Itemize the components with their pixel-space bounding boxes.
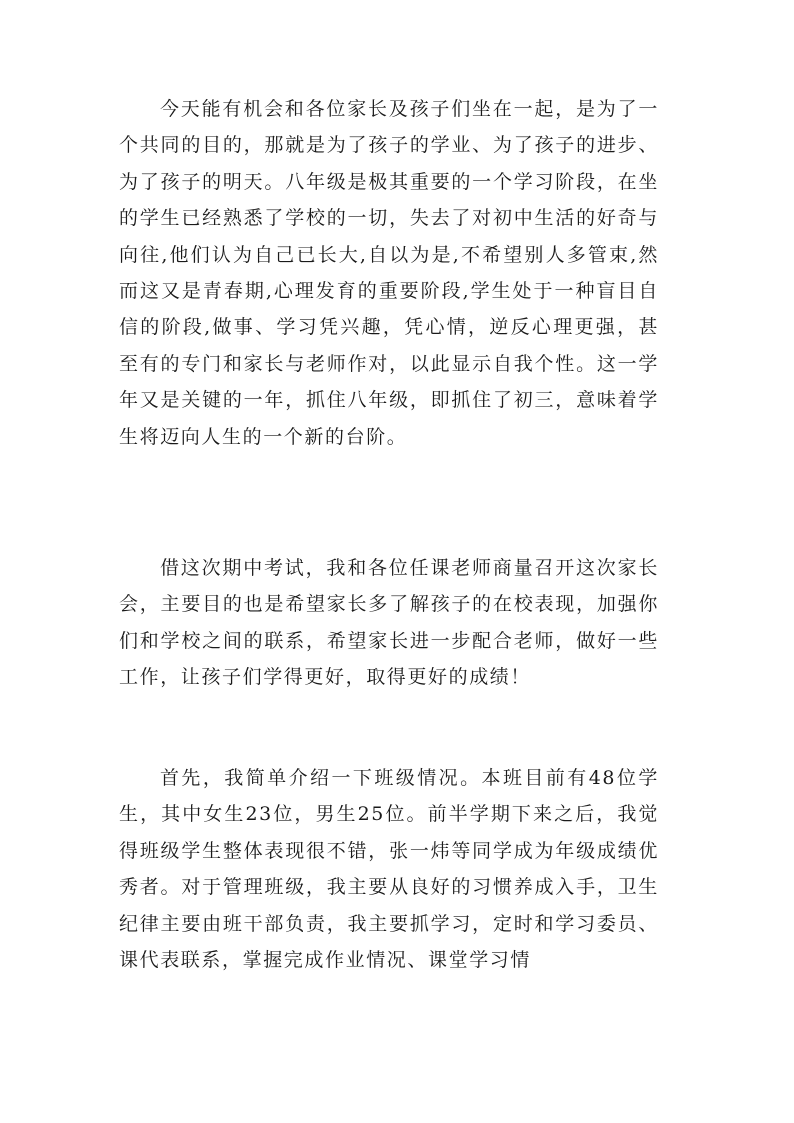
paragraph-class-overview: 首先，我简单介绍一下班级情况。本班目前有48位学生，其中女生23位，男生25位。前半学期下来之后，我觉得班级学生整体表现很不错，张一炜等同学成为年级成绩优秀者。对于管理班级，我主要从良好的习惯养成入手，卫生纪律主要由班干部负责，我主要抓学习，定时和学习委员、课代表联系，掌握完成作业情况、课堂学习情	[119, 767, 659, 972]
paragraph-purpose: 借这次期中考试，我和各位任课老师商量召开这次家长会，主要目的也是希望家长多了解孩子的在校表现，加强你们和学校之间的联系，希望家长进一步配合老师，做好一些工作，让孩子们学得更好，取得更好的成绩！	[119, 557, 659, 689]
paragraph-opening: 今天能有机会和各位家长及孩子们坐在一起，是为了一个共同的目的，那就是为了孩子的学业、为了孩子的进步、为了孩子的明天。八年级是极其重要的一个学习阶段，在坐的学生已经熟悉了学校的一切，失去了对初中生活的好奇与向往,他们认为自己已长大,自以为是,不希望别人多管束,然而这又是青春期,心理发育的重要阶段,学生处于一种盲目自信的阶段,做事、学习凭兴趣，凭心情，逆反心理更强，甚至有的专门和家长与老师作对，以此显示自我个性。这一学年又是关键的一年，抓住八年级，即抓住了初三，意味着学生将迈向人生的一个新的台阶。	[119, 98, 659, 448]
